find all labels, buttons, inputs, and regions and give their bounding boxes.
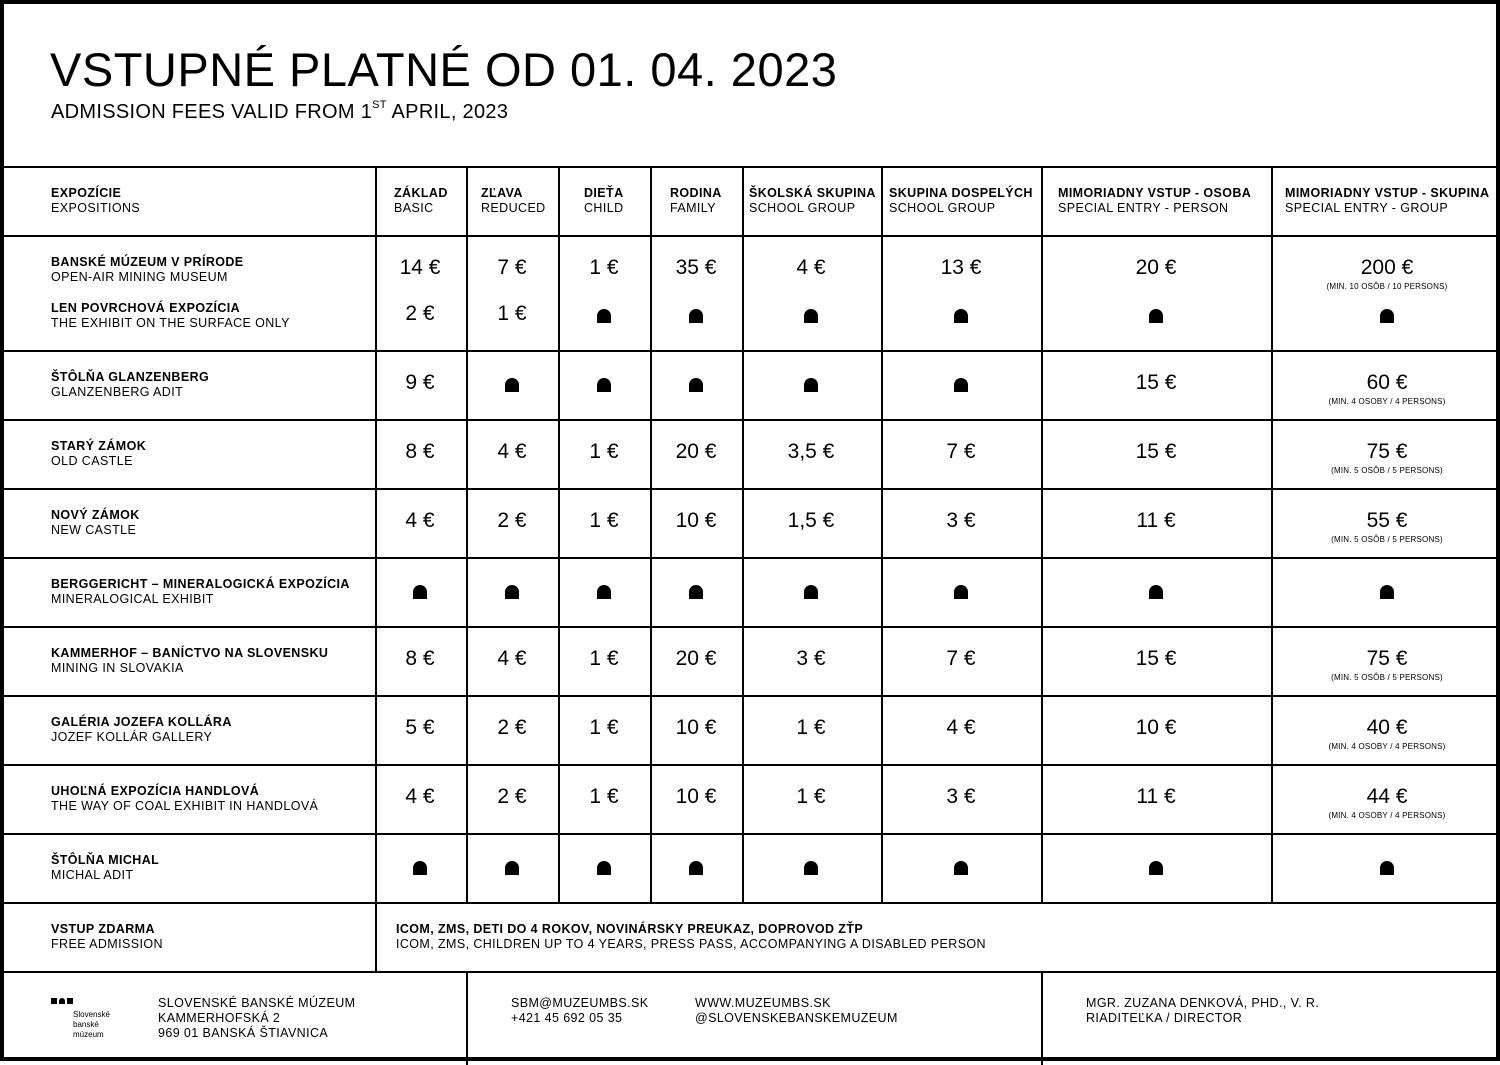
- exposition-label: BANSKÉ MÚZEUM V PRÍRODE OPEN-AIR MINING MUSEUM: [51, 255, 244, 284]
- column-header: EXPOZÍCIE EXPOSITIONS: [51, 186, 141, 215]
- email-link[interactable]: SBM@MUZEUMBS.SK: [511, 996, 649, 1010]
- price-value: 1 €: [497, 302, 527, 325]
- exposition-label: LEN POVRCHOVÁ EXPOZÍCIA THE EXHIBIT ON THE SURFACE ONLY: [51, 301, 290, 330]
- not-available-icon: [505, 861, 519, 875]
- column-header: ZĽAVA REDUCED: [481, 186, 546, 215]
- not-available-icon: [413, 861, 427, 875]
- price-value: 11 €: [1136, 785, 1176, 808]
- price-value: 3 €: [946, 509, 976, 532]
- not-available-icon: [1380, 861, 1394, 875]
- column-divider: [558, 166, 560, 902]
- exposition-label: ŠTÔLŇA MICHAL MICHAL ADIT: [51, 853, 160, 882]
- price-value: 10 €: [675, 509, 717, 532]
- address-line: KAMMERHOFSKÁ 2: [158, 1011, 281, 1025]
- price-value: 20 €: [675, 647, 717, 670]
- page-title: VSTUPNÉ PLATNÉ OD 01. 04. 2023: [50, 43, 838, 96]
- price-value: 10 €: [675, 785, 717, 808]
- group-minimum-note: (MIN. 4 OSOBY / 4 PERSONS): [1328, 397, 1446, 406]
- museum-logo: [51, 998, 110, 1039]
- not-available-icon: [597, 378, 611, 392]
- row-divider: [4, 902, 1500, 904]
- price-value: 15 €: [1135, 440, 1177, 463]
- not-available-icon: [505, 378, 519, 392]
- exposition-label: KAMMERHOF – BANÍCTVO NA SLOVENSKU MINING IN SLOVAKIA: [51, 646, 329, 675]
- column-divider: [1271, 166, 1273, 902]
- row-divider: [4, 557, 1500, 559]
- not-available-icon: [1149, 585, 1163, 599]
- row-divider: [4, 419, 1500, 421]
- not-available-icon: [1149, 861, 1163, 875]
- not-available-icon: [1380, 309, 1394, 323]
- not-available-icon: [505, 585, 519, 599]
- not-available-icon: [954, 309, 968, 323]
- price-value: 4 €: [497, 647, 527, 670]
- not-available-icon: [689, 585, 703, 599]
- subtitle-superscript: ST: [372, 99, 387, 112]
- column-divider: [1041, 166, 1043, 902]
- not-available-icon: [597, 585, 611, 599]
- director-title: RIADITEĽKA / DIRECTOR: [1086, 1011, 1243, 1025]
- column-header: ZÁKLAD BASIC: [394, 186, 448, 215]
- row-divider: [4, 626, 1500, 628]
- group-minimum-note: (MIN. 5 OSÔB / 5 PERSONS): [1331, 673, 1443, 682]
- not-available-icon: [804, 378, 818, 392]
- price-value: 4 €: [497, 440, 527, 463]
- column-divider: [881, 166, 883, 902]
- price-value: 4 €: [796, 256, 826, 279]
- price-value: 35 €: [675, 256, 717, 279]
- column-header: DIEŤA CHILD: [584, 186, 624, 215]
- column-header: SKUPINA DOSPELÝCH SCHOOL GROUP: [889, 186, 1033, 215]
- exposition-label: BERGGERICHT – MINERALOGICKÁ EXPOZÍCIA MINERALOGICAL EXHIBIT: [51, 577, 350, 606]
- price-value: 1 €: [796, 785, 826, 808]
- column-header: MIMORIADNY VSTUP - OSOBA SPECIAL ENTRY - PERSON: [1058, 186, 1252, 215]
- price-value: 13 €: [940, 256, 982, 279]
- not-available-icon: [954, 378, 968, 392]
- social-handle: @SLOVENSKEBANSKEMUZEUM: [695, 1011, 898, 1025]
- price-value: 2 €: [497, 785, 527, 808]
- price-value: 4 €: [405, 509, 435, 532]
- price-value: 200 €: [1360, 256, 1414, 279]
- not-available-icon: [689, 309, 703, 323]
- column-header: RODINA FAMILY: [670, 186, 722, 215]
- column-divider: [375, 902, 377, 971]
- price-value: 11 €: [1136, 509, 1176, 532]
- price-value: 20 €: [675, 440, 717, 463]
- not-available-icon: [954, 861, 968, 875]
- price-value: 1 €: [589, 256, 619, 279]
- price-value: 9 €: [405, 371, 435, 394]
- price-value: 2 €: [497, 509, 527, 532]
- price-value: 8 €: [405, 647, 435, 670]
- price-value: 14 €: [399, 256, 441, 279]
- exposition-label: STARÝ ZÁMOK OLD CASTLE: [51, 439, 147, 468]
- footer-contact: [511, 996, 648, 1026]
- price-value: 1 €: [589, 716, 619, 739]
- not-available-icon: [1380, 585, 1394, 599]
- subtitle-text-end: APRIL, 2023: [386, 101, 509, 123]
- exposition-label: GALÉRIA JOZEFA KOLLÁRA JOZEF KOLLÁR GALLERY: [51, 715, 232, 744]
- free-admission-label: VSTUP ZDARMA FREE ADMISSION: [51, 922, 163, 951]
- not-available-icon: [1149, 309, 1163, 323]
- column-header: ŠKOLSKÁ SKUPINA SCHOOL GROUP: [749, 186, 876, 215]
- group-minimum-note: (MIN. 5 OSÔB / 5 PERSONS): [1331, 535, 1443, 544]
- column-header: MIMORIADNY VSTUP - SKUPINA SPECIAL ENTRY - GROUP: [1285, 186, 1490, 215]
- group-minimum-note: (MIN. 10 OSÔB / 10 PERSONS): [1326, 282, 1448, 291]
- footer-web: [695, 996, 898, 1026]
- price-value: 44 €: [1366, 785, 1408, 808]
- price-value: 4 €: [405, 785, 435, 808]
- price-value: 8 €: [405, 440, 435, 463]
- price-value: 75 €: [1366, 440, 1408, 463]
- column-divider: [466, 166, 468, 902]
- price-value: 10 €: [1135, 716, 1177, 739]
- not-available-icon: [804, 861, 818, 875]
- price-value: 40 €: [1366, 716, 1408, 739]
- price-value: 1 €: [589, 785, 619, 808]
- price-value: 10 €: [675, 716, 717, 739]
- price-value: 15 €: [1135, 647, 1177, 670]
- price-value: 55 €: [1366, 509, 1408, 532]
- price-value: 2 €: [405, 302, 435, 325]
- column-divider: [375, 166, 377, 902]
- price-value: 7 €: [946, 440, 976, 463]
- not-available-icon: [689, 861, 703, 875]
- phone-number: +421 45 692 05 35: [511, 1011, 623, 1025]
- column-divider: [650, 166, 652, 902]
- column-divider: [742, 166, 744, 902]
- footer-director: [1086, 996, 1319, 1026]
- not-available-icon: [954, 585, 968, 599]
- price-value: 1,5 €: [787, 509, 835, 532]
- price-value: 75 €: [1366, 647, 1408, 670]
- row-divider: [4, 833, 1500, 835]
- exposition-label: NOVÝ ZÁMOK NEW CASTLE: [51, 508, 140, 537]
- free-admission-conditions: ICOM, ZMS, DETI DO 4 ROKOV, NOVINÁRSKY PREUKAZ, DOPROVOD ZŤP ICOM, ZMS, CHILDREN UP TO 4 YEARS, PRESS PASS, ACCOMPANYING A DISABLED PERSON: [396, 922, 986, 951]
- row-divider: [4, 695, 1500, 697]
- exposition-label: UHOĽNÁ EXPOZÍCIA HANDLOVÁ THE WAY OF COAL EXHIBIT IN HANDLOVÁ: [51, 784, 319, 813]
- row-divider: [4, 350, 1500, 352]
- price-value: 3 €: [796, 647, 826, 670]
- row-divider: [4, 971, 1500, 973]
- price-value: 1 €: [589, 440, 619, 463]
- price-value: 7 €: [946, 647, 976, 670]
- price-value: 20 €: [1135, 256, 1177, 279]
- row-divider: [4, 488, 1500, 490]
- price-value: 1 €: [589, 509, 619, 532]
- column-divider: [466, 971, 468, 1065]
- price-value: 3 €: [946, 785, 976, 808]
- row-divider: [4, 764, 1500, 766]
- price-value: 1 €: [796, 716, 826, 739]
- exposition-label: ŠTÔLŇA GLANZENBERG GLANZENBERG ADIT: [51, 370, 210, 399]
- price-value: 5 €: [405, 716, 435, 739]
- not-available-icon: [413, 585, 427, 599]
- not-available-icon: [597, 861, 611, 875]
- not-available-icon: [804, 585, 818, 599]
- address-line: 969 01 BANSKÁ ŠTIAVNICA: [158, 1026, 329, 1040]
- price-value: 15 €: [1135, 371, 1177, 394]
- address-line: SLOVENSKÉ BANSKÉ MÚZEUM: [158, 996, 356, 1010]
- not-available-icon: [689, 378, 703, 392]
- price-value: 3,5 €: [787, 440, 835, 463]
- price-value: 7 €: [497, 256, 527, 279]
- logo-mark-icon: [51, 998, 73, 1004]
- group-minimum-note: (MIN. 5 OSÔB / 5 PERSONS): [1331, 466, 1443, 475]
- not-available-icon: [804, 309, 818, 323]
- group-minimum-note: (MIN. 4 OSOBY / 4 PERSONS): [1328, 742, 1446, 751]
- website-link[interactable]: WWW.MUZEUMBS.SK: [695, 996, 831, 1010]
- subtitle-text: ADMISSION FEES VALID FROM 1: [51, 101, 373, 123]
- group-minimum-note: (MIN. 4 OSOBY / 4 PERSONS): [1328, 811, 1446, 820]
- not-available-icon: [597, 309, 611, 323]
- price-value: 1 €: [589, 647, 619, 670]
- page-subtitle: [51, 101, 508, 124]
- footer-address: [158, 996, 355, 1041]
- price-value: 60 €: [1366, 371, 1408, 394]
- director-name: MGR. ZUZANA DENKOVÁ, PHD., V. R.: [1086, 996, 1320, 1010]
- price-value: 2 €: [497, 716, 527, 739]
- price-value: 4 €: [946, 716, 976, 739]
- row-divider: [4, 235, 1500, 237]
- logo-text: Slovenské banské múzeum: [73, 1010, 110, 1039]
- column-divider: [1041, 971, 1043, 1065]
- row-divider: [4, 166, 1500, 168]
